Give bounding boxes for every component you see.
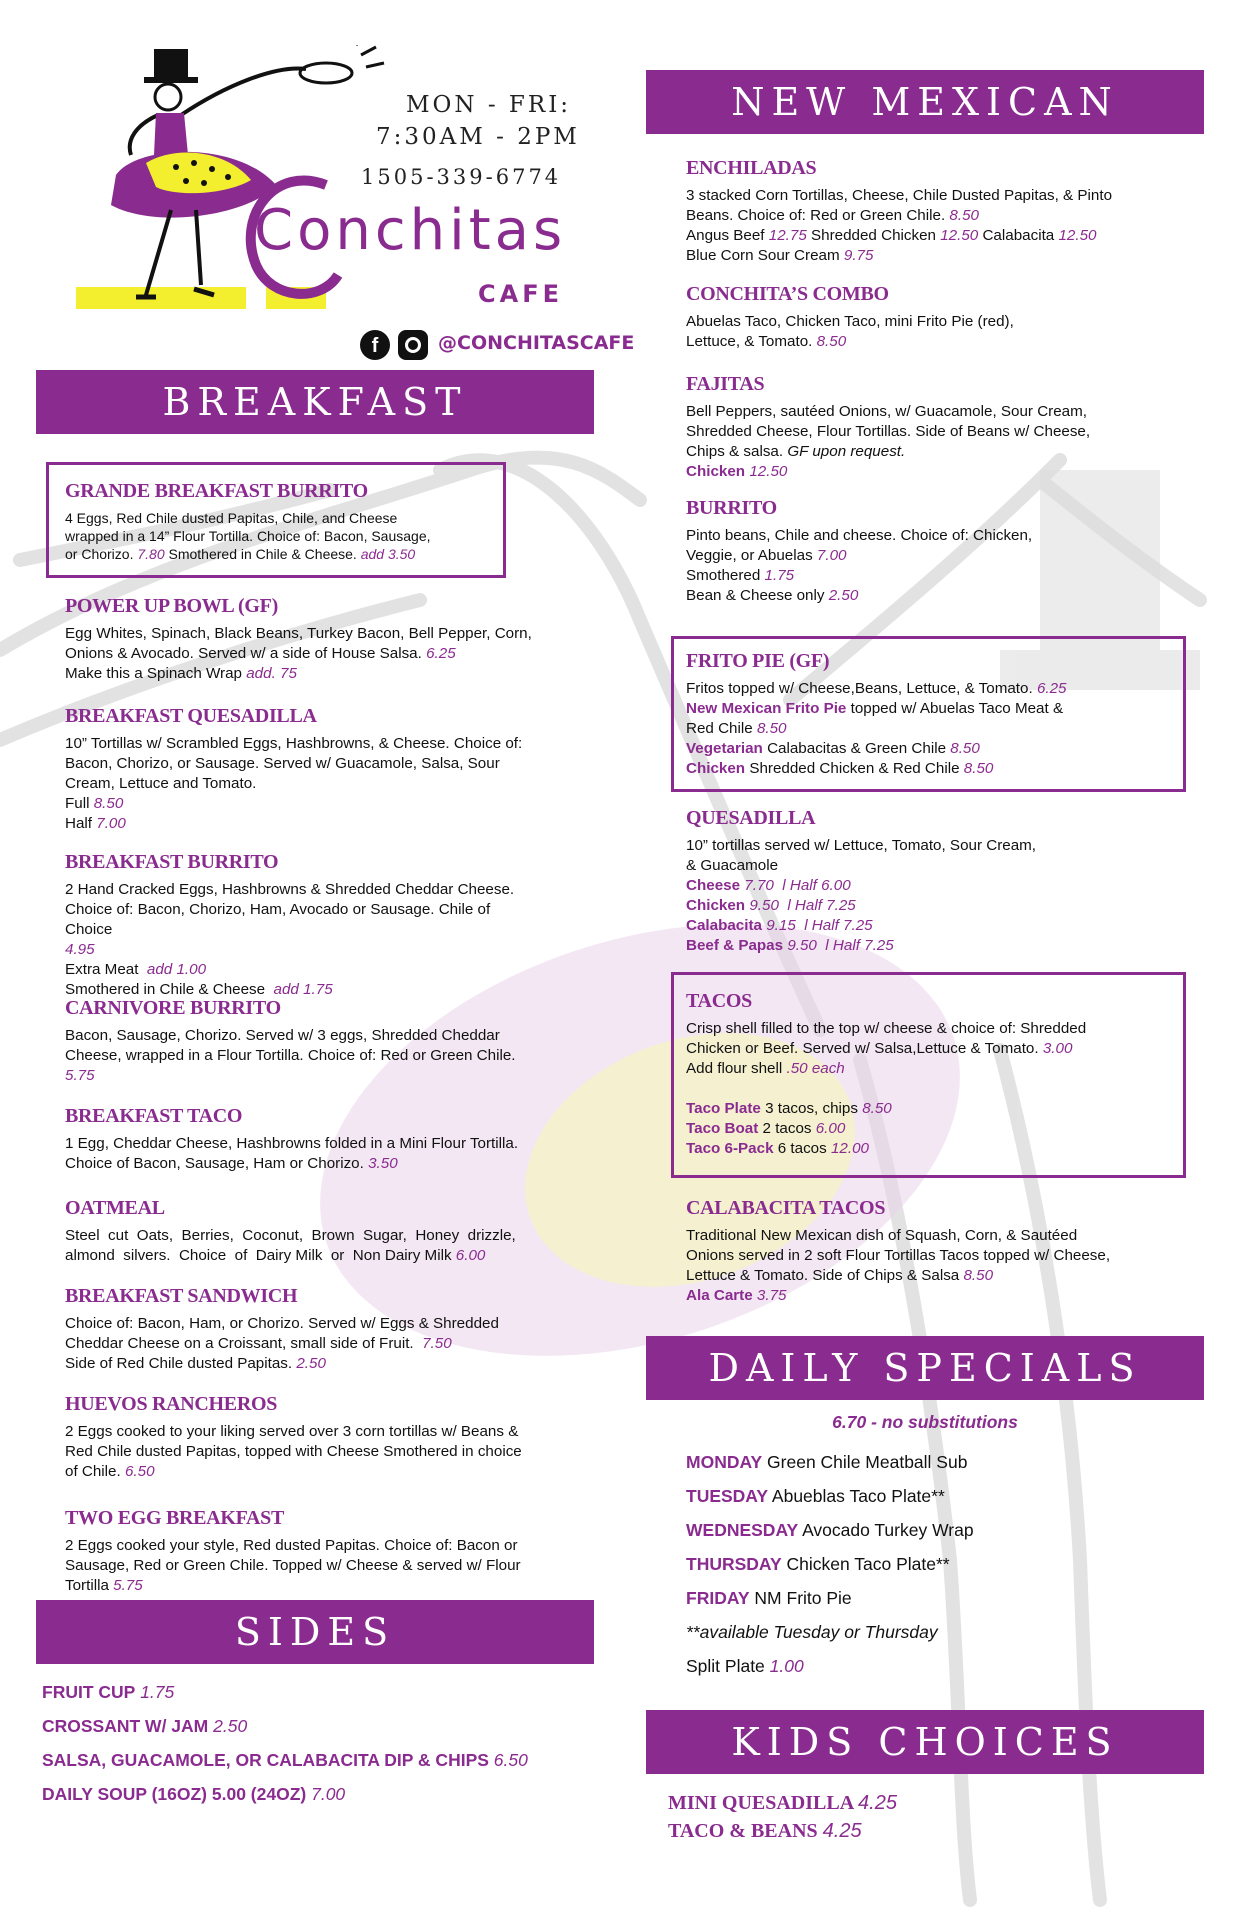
item-desc-line: 2 Hand Cracked Eggs, Hashbrowns & Shredded Cheddar Cheese. [65, 881, 515, 898]
item-desc-line: or Chorizo. 7.80 Smothered in Chile & Cheese. add 3.50 [65, 546, 416, 562]
item-price: 3.00 [1042, 1040, 1073, 1057]
item-price: 9.15 l Half 7.25 [766, 917, 873, 934]
item-price: 1.00 [769, 1656, 804, 1676]
item-title: BREAKFAST QUESADILLA [65, 705, 317, 727]
item-title: ENCHILADAS [686, 157, 817, 179]
menu-item-breakfast-taco [65, 1104, 595, 1174]
item-price: add 3.50 [360, 546, 416, 562]
side-item: DAILY SOUP (16OZ) 5.00 (24OZ) 7.00 [42, 1784, 346, 1804]
menu-item-breakfast-quesadilla [65, 704, 595, 834]
item-price: 7.50 [422, 1335, 452, 1352]
side-item: SALSA, GUACAMOLE, OR CALABACITA DIP & CHIPS 6.50 [42, 1750, 528, 1770]
menu-item-grande-breakfast-burrito [46, 462, 506, 578]
item-price: 2.50 [296, 1355, 326, 1372]
item-desc-line: Choice of: Bacon, Ham, or Chorizo. Served w/ Eggs & Shredded [65, 1315, 499, 1332]
item-price: 7.00 [311, 1784, 346, 1804]
item-title: TWO EGG BREAKFAST [65, 1507, 285, 1529]
item-desc-line: Cheddar Cheese on a Croissant, small side of Fruit. 7.50 [65, 1335, 452, 1352]
item-desc-line: Add flour shell .50 each [686, 1060, 845, 1077]
item-desc-line: Red Chile dusted Papitas, topped with Cheese Smothered in choice [65, 1443, 522, 1460]
item-desc-line: & Guacamole [686, 857, 779, 874]
item-price: 8.50 [949, 207, 979, 224]
item-price: 8.50 [756, 720, 787, 737]
item-desc-line: 10” Tortillas w/ Scrambled Eggs, Hashbrowns, & Cheese. Choice of: [65, 735, 523, 752]
item-price: add 1.75 [273, 981, 333, 998]
side-item: CROSSANT W/ JAM 2.50 [42, 1716, 248, 1736]
item-desc-line: Egg Whites, Spinach, Black Beans, Turkey Bacon, Bell Pepper, Corn, [65, 625, 532, 642]
menu-item-carnivore-burrito [65, 996, 595, 1086]
side-item: FRUIT CUP 1.75 [42, 1682, 175, 1702]
kids-item: MINI QUESADILLA 4.25 [668, 1792, 897, 1814]
item-desc-line: almond silvers. Choice of Dairy Milk or Non Dairy Milk 6.00 [65, 1247, 486, 1264]
item-title: QUESADILLA [686, 807, 816, 829]
item-desc-line: Lettuce & Tomato. Side of Chips & Salsa 8.50 [686, 1267, 994, 1284]
item-title: TACOS [686, 990, 752, 1012]
item-desc-line: Chicken or Beef. Served w/ Salsa,Lettuce & Tomato. 3.00 [686, 1040, 1073, 1057]
item-price: 3.50 [368, 1155, 398, 1172]
item-title: BREAKFAST BURRITO [65, 851, 279, 873]
item-title: POWER UP BOWL (GF) [65, 595, 278, 617]
item-desc-line: Choice of Bacon, Sausage, Ham or Chorizo. 3.50 [65, 1155, 398, 1172]
item-desc-line: Pinto beans, Chile and cheese. Choice of: Chicken, [686, 527, 1033, 544]
item-desc-line: Cheese 7.70 l Half 6.00 [686, 877, 851, 894]
phone-number[interactable]: 1505-339-6774 [361, 165, 562, 189]
item-price: 8.50 [862, 1100, 892, 1117]
item-desc-line: Choice [65, 921, 113, 938]
logo-text-main: Conchitas [254, 198, 567, 263]
item-desc-line: Red Chile 8.50 [686, 720, 787, 737]
item-price: 12.00 [830, 1140, 869, 1157]
item-desc-line: Smothered in Chile & Cheese add 1.75 [65, 981, 333, 998]
item-desc-line: Bean & Cheese only 2.50 [686, 587, 859, 604]
special-monday: MONDAY Green Chile Meatball Sub [686, 1452, 968, 1472]
item-price: 2.50 [828, 587, 859, 604]
item-price: 12.50 [1058, 227, 1097, 244]
item-desc-line: Calabacita 9.15 l Half 7.25 [686, 917, 873, 934]
hours-days: MON - FRI: [406, 92, 572, 118]
hours-time: 7:30AM - 2PM [376, 124, 580, 150]
item-price: 12.75 [768, 227, 807, 244]
menu-item-power-up-bowl [65, 594, 595, 684]
split-plate: Split Plate 1.00 [686, 1656, 804, 1676]
instagram-icon[interactable] [398, 330, 428, 360]
item-title: CONCHITA’S COMBO [686, 283, 889, 305]
new-mexican-banner: NEW MEXICAN [646, 70, 1204, 134]
item-price: 7.70 l Half 6.00 [744, 877, 851, 894]
item-price: 8.50 [963, 1267, 994, 1284]
menu-item-huevos-rancheros [65, 1392, 595, 1482]
item-price: 7.00 [816, 547, 847, 564]
item-desc-line: Chicken 12.50 [686, 463, 788, 480]
item-desc-line: Blue Corn Sour Cream 9.75 [686, 247, 874, 264]
item-price: 5.75 [113, 1577, 143, 1594]
menu-item-burrito [686, 496, 1206, 606]
specials-note: **available Tuesday or Thursday [686, 1622, 938, 1642]
item-desc-line: Vegetarian Calabacitas & Green Chile 8.50 [686, 740, 980, 757]
item-desc-line: 3 stacked Corn Tortillas, Cheese, Chile Dusted Papitas, & Pinto [686, 187, 1113, 204]
item-price: 6.50 [124, 1463, 155, 1480]
item-desc-line: Cream, Lettuce and Tomato. [65, 775, 257, 792]
menu-item-quesadilla [686, 806, 1206, 956]
special-tuesday: TUESDAY Abueblas Taco Plate** [686, 1486, 945, 1506]
item-desc-line: Traditional New Mexican dish of Squash, Corn, & Sautéed [686, 1227, 1078, 1244]
item-price: 6.25 [426, 645, 456, 662]
item-price: 6.00 [815, 1120, 846, 1137]
kids-choices-banner: KIDS CHOICES [646, 1710, 1204, 1774]
item-desc-line: Taco Plate 3 tacos, chips 8.50 [686, 1100, 892, 1117]
item-desc-line: Bacon, Chorizo, or Sausage. Served w/ Guacamole, Salsa, Sour [65, 755, 500, 772]
item-price: 8.50 [93, 795, 124, 812]
item-title: BREAKFAST SANDWICH [65, 1285, 298, 1307]
item-desc-line: Veggie, or Abuelas 7.00 [686, 547, 847, 564]
logo-text-sub: CAFE [478, 280, 563, 308]
item-title: BURRITO [686, 497, 777, 519]
item-price: 6.25 [1036, 680, 1067, 697]
item-desc-line: Onions & Avocado. Served w/ a side of House Salsa. 6.25 [65, 645, 456, 662]
item-price: 1.75 [764, 567, 795, 584]
item-desc-line: Onions served in 2 soft Flour Tortillas Tacos topped w/ Cheese, [686, 1247, 1111, 1264]
menu-item-two-egg-breakfast [65, 1506, 595, 1596]
item-desc-line: 2 Eggs cooked to your liking served over 3 corn tortillas w/ Beans & [65, 1423, 519, 1440]
item-price: 6.50 [493, 1750, 528, 1770]
special-friday: FRIDAY NM Frito Pie [686, 1588, 852, 1608]
item-desc-line: 2 Eggs cooked your style, Red dusted Papitas. Choice of: Bacon or [65, 1537, 518, 1554]
item-desc-line: Angus Beef 12.75 Shredded Chicken 12.50 Calabacita 12.50 [686, 227, 1097, 244]
special-thursday: THURSDAY Chicken Taco Plate** [686, 1554, 950, 1574]
item-desc-line: Extra Meat add 1.00 [65, 961, 207, 978]
item-desc-line: 10” tortillas served w/ Lettuce, Tomato, Sour Cream, [686, 837, 1037, 854]
item-desc-line: Bell Peppers, sautéed Onions, w/ Guacamole, Sour Cream, [686, 403, 1087, 420]
kids-item: TACO & BEANS 4.25 [668, 1820, 862, 1842]
item-price: 7.00 [96, 815, 126, 832]
item-price: 8.50 [963, 760, 994, 777]
item-price: 3.75 [756, 1287, 787, 1304]
item-title: CARNIVORE BURRITO [65, 997, 281, 1019]
item-desc-line: Abuelas Taco, Chicken Taco, mini Frito Pie (red), [686, 313, 1014, 330]
item-price: add 1.00 [146, 961, 207, 978]
daily-specials-banner: DAILY SPECIALS [646, 1336, 1204, 1400]
item-title: GRANDE BREAKFAST BURRITO [65, 480, 368, 502]
item-price: 6.00 [455, 1247, 486, 1264]
menu-item-fajitas [686, 372, 1206, 482]
item-desc-line: Chicken 9.50 l Half 7.25 [686, 897, 856, 914]
item-price: 9.75 [843, 247, 874, 264]
item-desc-line: Full 8.50 [65, 795, 124, 812]
item-desc-line: Choice of: Bacon, Chorizo, Ham, Avocado or Sausage. Chile of [65, 901, 491, 918]
item-desc-line: of Chile. 6.50 [65, 1463, 155, 1480]
item-desc-line: Lettuce, & Tomato. 8.50 [686, 333, 847, 350]
item-desc-line: Fritos topped w/ Cheese,Beans, Lettuce, & Tomato. 6.25 [686, 680, 1067, 697]
item-desc-line: Chips & salsa. GF upon request. [686, 443, 906, 460]
item-desc-line: Beans. Choice of: Red or Green Chile. 8.50 [686, 207, 979, 224]
item-desc-line: Side of Red Chile dusted Papitas. 2.50 [65, 1355, 326, 1372]
item-price: 4.25 [858, 1792, 897, 1814]
item-desc-line: Ala Carte 3.75 [686, 1287, 787, 1304]
item-desc-line: Shredded Cheese, Flour Tortillas. Side of Beans w/ Cheese, [686, 423, 1091, 440]
item-price: 7.80 [137, 546, 165, 562]
item-desc-line: Taco Boat 2 tacos 6.00 [686, 1120, 846, 1137]
item-desc-line: Beef & Papas 9.50 l Half 7.25 [686, 937, 894, 954]
item-desc-line: Half 7.00 [65, 815, 126, 832]
item-title: BREAKFAST TACO [65, 1105, 243, 1127]
item-desc-line: Make this a Spinach Wrap add. 75 [65, 665, 297, 682]
item-desc-line: Cheese, wrapped in a Flour Tortilla. Choice of: Red or Green Chile. [65, 1047, 516, 1064]
menu-item-frito-pie [671, 636, 1186, 792]
menu-item-oatmeal [65, 1196, 595, 1266]
menu-item-calabacita-tacos [686, 1196, 1206, 1306]
specials-subtitle: 6.70 - no substitutions [832, 1412, 1018, 1432]
item-desc-line: Taco 6-Pack 6 tacos 12.00 [686, 1140, 869, 1157]
item-desc-line: Crisp shell filled to the top w/ cheese & choice of: Shredded [686, 1020, 1087, 1037]
menu-item-conchitas-combo [686, 282, 1206, 352]
breakfast-banner: BREAKFAST [36, 370, 594, 434]
social-handle[interactable]: @CONCHITASCAFE [438, 332, 635, 354]
item-price: 2.50 [213, 1716, 248, 1736]
item-title: OATMEAL [65, 1197, 165, 1219]
sides-banner: SIDES [36, 1600, 594, 1664]
item-desc-line: 1 Egg, Cheddar Cheese, Hashbrowns folded in a Mini Flour Tortilla. [65, 1135, 519, 1152]
menu-item-breakfast-sandwich [65, 1284, 595, 1374]
item-title: FAJITAS [686, 373, 765, 395]
item-desc-line: Sausage, Red or Green Chile. Topped w/ Cheese & served w/ Flour [65, 1557, 521, 1574]
item-price: 12.50 [749, 463, 788, 480]
facebook-icon[interactable]: f [360, 330, 390, 360]
item-price: 8.50 [950, 740, 980, 757]
conchitas-logo-illustration [76, 45, 416, 345]
item-price: 9.50 l Half 7.25 [787, 937, 894, 954]
menu-item-enchiladas [686, 156, 1206, 266]
item-price: 12.50 [940, 227, 979, 244]
item-desc-line [65, 1066, 595, 1086]
item-price: 8.50 [816, 333, 847, 350]
item-price: 4.25 [822, 1820, 862, 1842]
item-desc-line: Smothered 1.75 [686, 567, 795, 584]
item-price: 4.95 [65, 941, 95, 958]
item-price: 5.75 [65, 1067, 95, 1084]
item-desc-line: Steel cut Oats, Berries, Coconut, Brown Sugar, Honey drizzle, [65, 1227, 516, 1244]
special-wednesday: WEDNESDAY Avocado Turkey Wrap [686, 1520, 974, 1540]
item-price: 1.75 [140, 1682, 175, 1702]
item-price: add. 75 [246, 665, 297, 682]
item-desc-line: wrapped in a 14” Flour Tortilla. Choice of: Bacon, Sausage, [65, 528, 431, 544]
item-price: 9.50 l Half 7.25 [749, 897, 856, 914]
item-desc-line: New Mexican Frito Pie topped w/ Abuelas Taco Meat & [686, 700, 1064, 717]
item-desc-line [65, 940, 595, 960]
item-price: .50 each [786, 1060, 845, 1077]
item-desc-line: Bacon, Sausage, Chorizo. Served w/ 3 eggs, Shredded Cheddar [65, 1027, 500, 1044]
menu-item-breakfast-burrito [65, 850, 595, 1000]
item-title: HUEVOS RANCHEROS [65, 1393, 278, 1415]
item-desc-line: Tortilla 5.75 [65, 1577, 143, 1594]
item-desc-line: 4 Eggs, Red Chile dusted Papitas, Chile, and Cheese [65, 510, 398, 526]
item-title: FRITO PIE (GF) [686, 650, 830, 672]
menu-item-tacos [671, 972, 1186, 1178]
item-title: CALABACITA TACOS [686, 1197, 886, 1219]
item-desc-line: Chicken Shredded Chicken & Red Chile 8.50 [686, 760, 994, 777]
